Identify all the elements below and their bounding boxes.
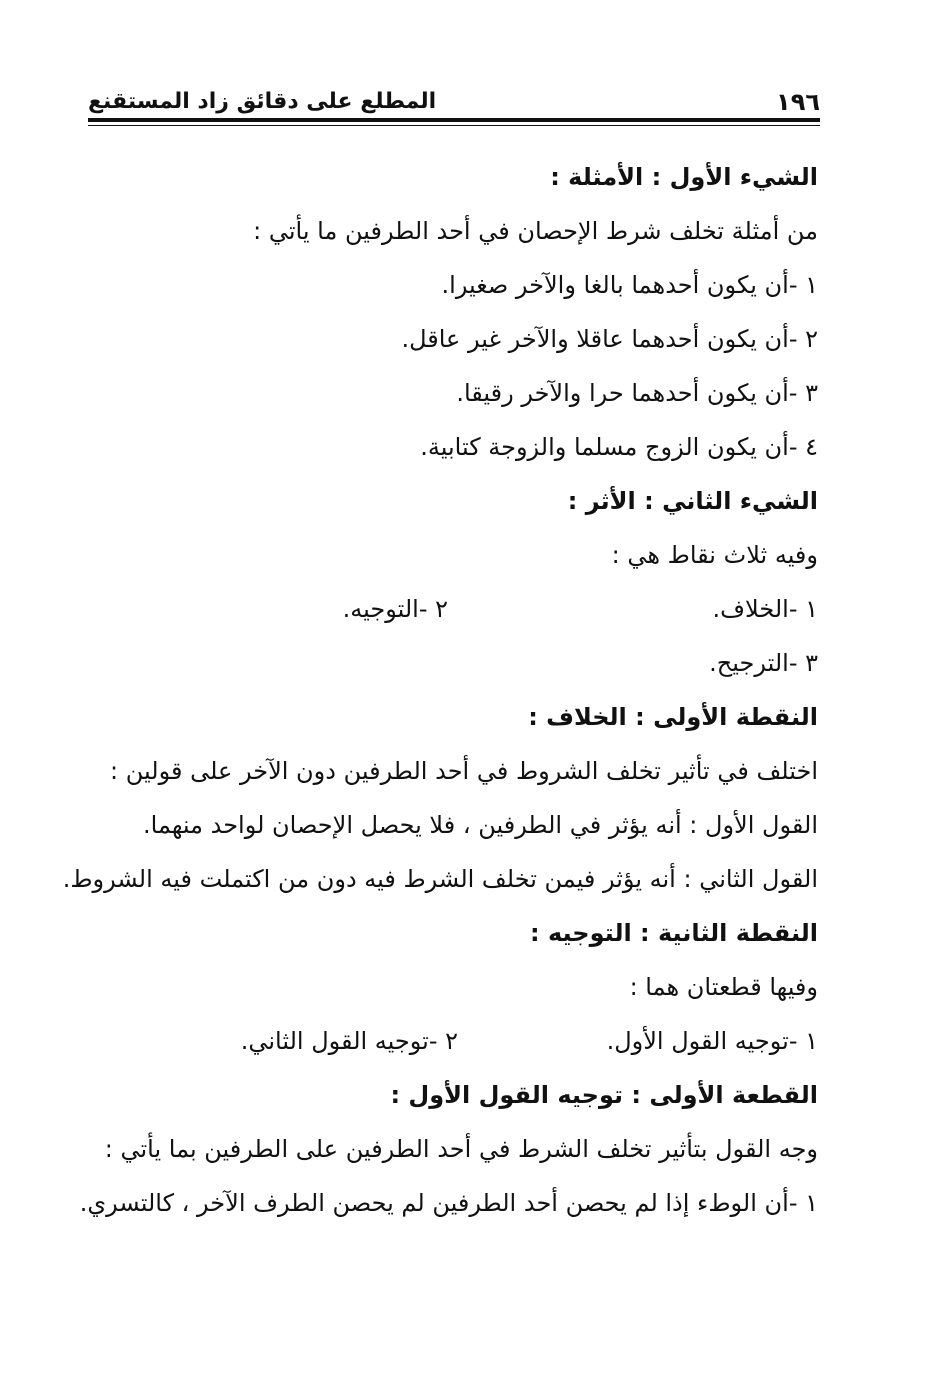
list-item: ٢ -أن يكون أحدهما عاقلا والآخر غير عاقل.	[401, 325, 818, 353]
paragraph: وجه القول بتأثير تخلف الشرط في أحد الطرفين على الطرفين بما يأتي :	[104, 1135, 818, 1163]
paragraph: القول الأول : أنه يؤثر في الطرفين ، فلا يحصل الإحصان لواحد منهما.	[143, 811, 818, 839]
list-item: ١ -أن الوطء إذا لم يحصن أحد الطرفين لم يحصن الطرف الآخر ، كالتسري.	[79, 1189, 818, 1217]
list-item: ٣ -أن يكون أحدهما حرا والآخر رقيقا.	[456, 379, 818, 407]
header-rule-thin	[88, 125, 820, 126]
section-heading: الشيء الثاني : الأثر :	[567, 487, 818, 515]
paragraph: وفيها قطعتان هما :	[629, 973, 818, 1001]
header-rule-thick	[88, 118, 820, 122]
paragraph: القول الثاني : أنه يؤثر فيمن تخلف الشرط فيه دون من اكتملت فيه الشروط.	[62, 865, 818, 893]
list-item: ١ -أن يكون أحدهما بالغا والآخر صغيرا.	[441, 271, 818, 299]
list-item: ٣ -الترجيح.	[709, 649, 818, 677]
page-number: ١٩٦	[776, 88, 820, 116]
book-title: المطلع على دقائق زاد المستقنع	[88, 89, 437, 114]
body-text	[62, 150, 818, 1230]
list-item: ٢ -التوجيه.	[342, 595, 448, 623]
list-item: ٤ -أن يكون الزوج مسلما والزوجة كتابية.	[420, 433, 818, 461]
list-item: ٢ -توجيه القول الثاني.	[240, 1027, 458, 1055]
paragraph: اختلف في تأثير تخلف الشروط في أحد الطرفين دون الآخر على قولين :	[110, 757, 818, 785]
two-column-list-row	[80, 1014, 818, 1068]
section-heading: الشيء الأول : الأمثلة :	[550, 163, 818, 191]
paragraph: وفيه ثلاث نقاط هي :	[611, 541, 818, 569]
section-heading: القطعة الأولى : توجيه القول الأول :	[390, 1081, 818, 1109]
list-item: ١ -توجيه القول الأول.	[606, 1027, 818, 1055]
section-heading: النقطة الثانية : التوجيه :	[530, 919, 818, 947]
section-heading: النقطة الأولى : الخلاف :	[528, 703, 818, 731]
paragraph: من أمثلة تخلف شرط الإحصان في أحد الطرفين ما يأتي :	[253, 217, 818, 245]
two-column-list-row	[80, 582, 818, 636]
list-item: ١ -الخلاف.	[712, 595, 818, 623]
running-header	[88, 86, 820, 122]
